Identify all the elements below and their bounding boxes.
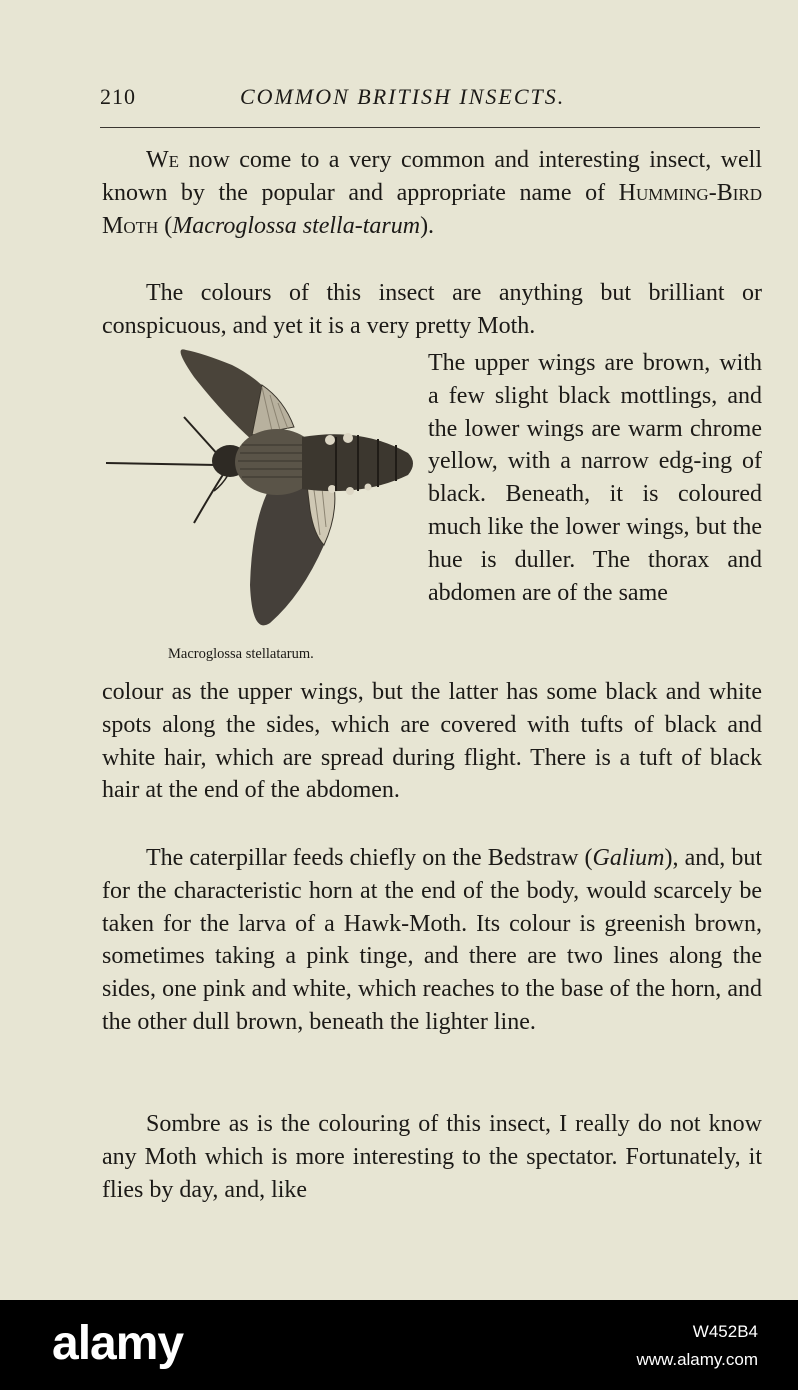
figure-caption: Macroglossa stellatarum. bbox=[168, 646, 314, 662]
paragraph-caterpillar bbox=[102, 842, 762, 1039]
genus-name: Galium bbox=[592, 845, 665, 871]
moth-illustration bbox=[102, 345, 420, 635]
stock-url: www.alamy.com bbox=[636, 1350, 758, 1369]
paragraph-text: now come to a very common and interesting insect, well known by the popular and appropriate name of bbox=[102, 147, 762, 206]
paragraph-colours-lead bbox=[102, 277, 762, 343]
paragraph-text: colour as the upper wings, but the latter has some black and white spots along the sides, which are covered with tufts of black and white hair, which are spread during flight. There is a tuft of black hair at the end of the abdomen. bbox=[102, 679, 762, 804]
alamy-logo: alamy bbox=[52, 1317, 184, 1370]
paragraph-text: The caterpillar feeds chiefly on the Bedstraw ( bbox=[146, 845, 593, 871]
paragraph-sombre bbox=[102, 1108, 762, 1206]
page-header bbox=[100, 84, 762, 114]
running-head: COMMON BRITISH INSECTS. bbox=[240, 84, 566, 109]
latin-name: Macroglossa stella-tarum bbox=[172, 212, 421, 239]
image-id: W452B4 bbox=[692, 1322, 758, 1341]
paragraph-text: The upper wings are brown, with a few slight black mottlings, and the lower wings are warm chrome yellow, with a narrow edg-ing of black. Beneath, it is coloured much like the lower wings, but the hue is duller. The thorax and abdomen are of the same bbox=[428, 350, 762, 606]
paragraph-text: Sombre as is the colouring of this insect, I really do not know any Moth which is more interesting to the spectator. Fortunately, it flies by day, and, like bbox=[102, 1111, 762, 1203]
paragraph-text: ( bbox=[158, 212, 173, 239]
paragraph-intro bbox=[102, 144, 762, 242]
page-number: 210 bbox=[100, 84, 136, 109]
paragraph-text: The colours of this insect are anything but brilliant or conspicuous, and yet it is a very pretty Moth. bbox=[102, 280, 762, 339]
paragraph-text: ). bbox=[420, 212, 435, 239]
paragraph-colours-continued bbox=[102, 676, 762, 807]
common-name: Humming-Bird Moth bbox=[102, 179, 762, 239]
paragraph-colours-wrap bbox=[428, 347, 762, 609]
header-rule bbox=[100, 127, 760, 128]
drop-word: We bbox=[146, 147, 180, 173]
paragraph-text: ), and, but for the characteristic horn at the end of the body, would scarcely be taken for the larva of a Hawk-Moth. Its colour is greenish brown, sometimes taking a pink tinge, and there are two lines along the sides, one pink and white, which reaches to the base of the horn, and the other dull brown, beneath the lighter line. bbox=[102, 845, 763, 1035]
